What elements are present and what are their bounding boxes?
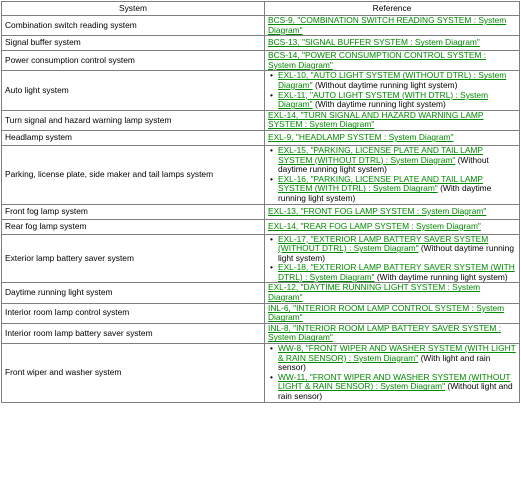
table-row: [2, 283, 520, 303]
system-cell: Signal buffer system: [2, 36, 265, 51]
header-row: [2, 2, 520, 16]
table-row: [2, 51, 520, 71]
reference-note: (With daytime running light system): [278, 183, 492, 203]
table-row: [2, 145, 520, 204]
system-cell: Daytime running light system: [2, 283, 265, 303]
reference-list: [268, 235, 516, 283]
header-system: System: [2, 2, 265, 16]
reference-link[interactable]: WW-8, "FRONT WIPER AND WASHER SYSTEM (WITH LIGHT & RAIN SENSOR) : System Diagram": [278, 343, 516, 363]
reference-cell: [265, 145, 520, 204]
reference-cell: [265, 36, 520, 51]
table-row: [2, 110, 520, 130]
table-row: [2, 219, 520, 234]
reference-cell: [265, 110, 520, 130]
reference-cell: [265, 303, 520, 323]
reference-link[interactable]: WW-11, "FRONT WIPER AND WASHER SYSTEM (WITHOUT LIGHT & RAIN SENSOR) : System Diagram": [278, 371, 511, 392]
reference-link[interactable]: EXL-18, "EXTERIOR LAMP BATTERY SAVER SYSTEM (WITH DTRL) : System Diagram": [278, 262, 515, 282]
reference-cell: [265, 16, 520, 36]
reference-note: (With daytime running light system): [374, 271, 508, 282]
reference-cell: [265, 234, 520, 283]
reference-note: (With daytime running light system): [312, 99, 446, 110]
table-row: [2, 130, 520, 145]
reference-link[interactable]: BCS-14, "POWER CONSUMPTION CONTROL SYSTEM : System Diagram": [268, 50, 487, 70]
header-reference: Reference: [265, 2, 520, 16]
reference-link[interactable]: EXL-15, "PARKING, LICENSE PLATE AND TAIL LAMP SYSTEM (WITHOUT DTRL) : System Diagram": [278, 145, 483, 165]
reference-link[interactable]: EXL-14, "REAR FOG LAMP SYSTEM : System Diagram": [268, 220, 481, 231]
list-item: [278, 373, 516, 402]
reference-cell: [265, 71, 520, 110]
reference-link[interactable]: EXL-16, "PARKING, LICENSE PLATE AND TAIL LAMP SYSTEM (WITH DTRL) : System Diagram": [278, 173, 483, 194]
reference-note: (Without daytime running light system): [278, 154, 489, 175]
list-item: [278, 146, 516, 175]
reference-link[interactable]: EXL-11, "AUTO LIGHT SYSTEM (WITH DTRL) : System Diagram": [278, 89, 489, 110]
system-cell: Exterior lamp battery saver system: [2, 234, 265, 283]
reference-list: [268, 71, 516, 109]
system-cell: Front wiper and washer system: [2, 344, 265, 403]
reference-cell: [265, 323, 520, 343]
reference-cell: [265, 219, 520, 234]
list-item: [278, 263, 516, 282]
reference-link[interactable]: EXL-17, "EXTERIOR LAMP BATTERY SAVER SYSTEM (WITHOUT DTRL) : System Diagram": [278, 234, 489, 254]
list-item: [278, 235, 516, 264]
reference-list: [268, 344, 516, 402]
system-cell: Auto light system: [2, 71, 265, 110]
reference-cell: [265, 283, 520, 303]
reference-link[interactable]: INL-6, "INTERIOR ROOM LAMP CONTROL SYSTEM : System Diagram": [268, 303, 505, 323]
system-cell: Front fog lamp system: [2, 204, 265, 219]
system-cell: Rear fog lamp system: [2, 219, 265, 234]
reference-note: (With light and rain sensor): [278, 352, 491, 373]
system-cell: Power consumption control system: [2, 51, 265, 71]
list-item: [278, 91, 516, 110]
reference-link[interactable]: BCS-13, "SIGNAL BUFFER SYSTEM : System Diagram": [268, 37, 480, 48]
reference-list: [268, 146, 516, 204]
table-row: [2, 36, 520, 51]
reference-link[interactable]: EXL-13, "FRONT FOG LAMP SYSTEM : System Diagram": [268, 205, 487, 216]
list-item: [278, 71, 516, 90]
system-reference-table: [1, 1, 520, 403]
list-item: [278, 344, 516, 373]
table-row: [2, 323, 520, 343]
table-row: [2, 234, 520, 283]
system-cell: Combination switch reading system: [2, 16, 265, 36]
system-cell: Interior room lamp battery saver system: [2, 323, 265, 343]
reference-cell: [265, 344, 520, 403]
table-row: [2, 71, 520, 110]
system-cell: Headlamp system: [2, 130, 265, 145]
table-row: [2, 204, 520, 219]
list-item: [278, 175, 516, 204]
reference-link[interactable]: EXL-10, "AUTO LIGHT SYSTEM (WITHOUT DTRL) : System Diagram": [278, 70, 507, 90]
reference-link[interactable]: EXL-9, "HEADLAMP SYSTEM : System Diagram": [268, 132, 454, 143]
system-cell: Interior room lamp control system: [2, 303, 265, 323]
reference-cell: [265, 51, 520, 71]
reference-cell: [265, 204, 520, 219]
reference-link[interactable]: EXL-12, "DAYTIME RUNNING LIGHT SYSTEM : System Diagram": [268, 282, 481, 303]
table-row: [2, 16, 520, 36]
reference-link[interactable]: INL-8, "INTERIOR ROOM LAMP BATTERY SAVER SYSTEM : System Diagram": [268, 323, 502, 343]
reference-note: (Without daytime running light system): [312, 79, 458, 90]
reference-link[interactable]: BCS-9, "COMBINATION SWITCH READING SYSTEM : System Diagram": [268, 15, 507, 35]
table-row: [2, 344, 520, 403]
table-row: [2, 303, 520, 323]
system-cell: Turn signal and hazard warning lamp system: [2, 110, 265, 130]
reference-link[interactable]: EXL-14, "TURN SIGNAL AND HAZARD WARNING LAMP SYSTEM : System Diagram": [268, 110, 484, 130]
reference-note: (Without daytime running light system): [278, 243, 514, 263]
reference-note: (Without light and rain sensor): [278, 381, 513, 401]
system-cell: Parking, license plate, side maker and tail lamps system: [2, 145, 265, 204]
reference-cell: [265, 130, 520, 145]
